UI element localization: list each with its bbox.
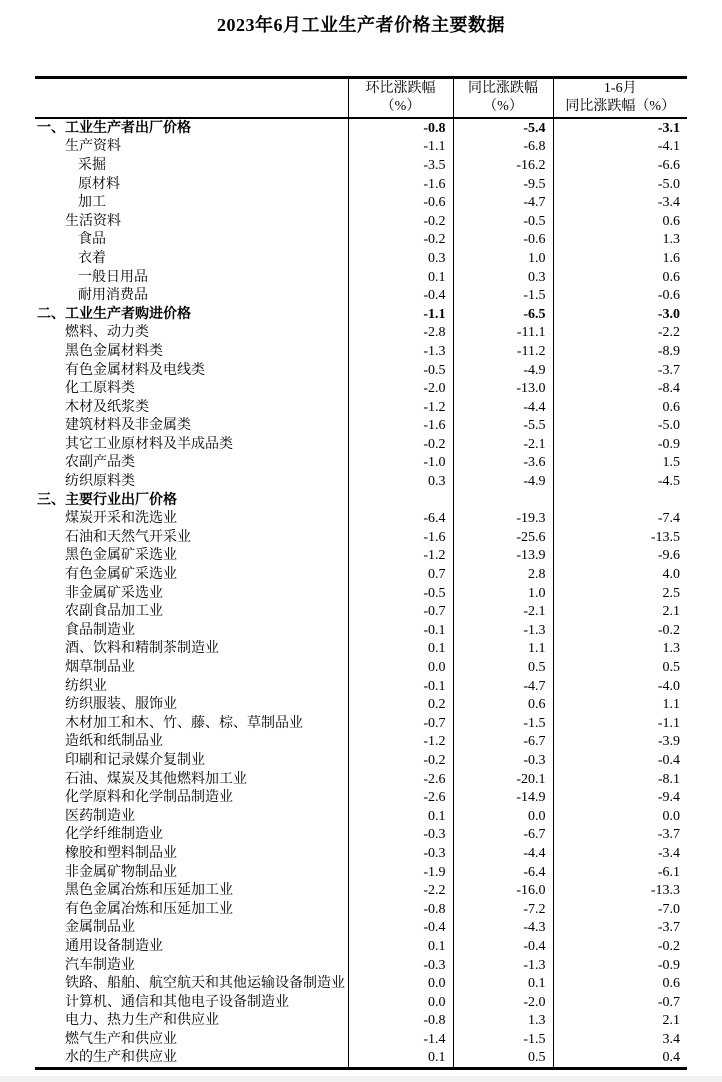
row-label: 橡胶和塑料制品业 [65,845,177,861]
table-row [35,584,687,603]
table-row [35,658,687,677]
ytd-value: -3.4 [553,193,687,212]
ytd-value: -3.7 [553,826,687,845]
row-label: 黑色金属矿采选业 [65,548,177,564]
ytd-value: -0.4 [553,751,687,770]
yoy-value: -6.7 [453,733,553,752]
ytd-value: -3.9 [553,733,687,752]
mom-value: 0.1 [348,268,453,287]
row-label: 生活资料 [65,213,121,229]
yoy-value: -9.5 [453,175,553,194]
table-row [35,881,687,900]
mom-value: -0.8 [348,118,453,138]
row-label: 农副食品加工业 [65,604,163,620]
table-row [35,324,687,343]
yoy-value: -6.7 [453,826,553,845]
yoy-value: -11.1 [453,324,553,343]
mom-value: 0.1 [348,640,453,659]
mom-value: -0.7 [348,602,453,621]
yoy-value: -6.5 [453,305,553,324]
ytd-value: -0.9 [553,956,687,975]
table-row [35,528,687,547]
yoy-value: -4.7 [453,193,553,212]
mom-value: -0.2 [348,751,453,770]
table-row [35,956,687,975]
table-row [35,379,687,398]
yoy-value: -11.2 [453,342,553,361]
ytd-value: 0.0 [553,807,687,826]
mom-value: -2.0 [348,379,453,398]
mom-value: -6.4 [348,509,453,528]
row-label: 化学原料和化学制品制造业 [65,790,233,806]
ytd-value: -7.4 [553,509,687,528]
mom-value: 0.0 [348,993,453,1012]
row-label: 有色金属材料及电线类 [65,362,205,378]
row-label: 非金属矿物制品业 [65,864,177,880]
ytd-value: 1.3 [553,231,687,250]
mom-value: 0.3 [348,472,453,491]
yoy-value: -5.4 [453,118,553,138]
ytd-value: -8.4 [553,379,687,398]
ytd-value: -0.2 [553,621,687,640]
ytd-value: 0.5 [553,658,687,677]
table-row [35,175,687,194]
mom-value: 0.7 [348,565,453,584]
yoy-value: -4.4 [453,844,553,863]
mom-value: -0.2 [348,435,453,454]
yoy-value: -0.5 [453,212,553,231]
ytd-value: 1.5 [553,454,687,473]
mom-value: -2.6 [348,788,453,807]
table-header [35,78,687,119]
header-item-column [35,78,348,119]
row-label: 黑色金属材料类 [65,343,163,359]
ytd-value: -0.7 [553,993,687,1012]
yoy-value: -3.6 [453,454,553,473]
mom-value: -0.3 [348,844,453,863]
yoy-value: -2.1 [453,435,553,454]
mom-value: -0.8 [348,900,453,919]
ytd-value: -4.5 [553,472,687,491]
table-row [35,212,687,231]
yoy-value: 0.5 [453,1049,553,1069]
table-row [35,231,687,250]
mom-value: 0.2 [348,695,453,714]
table-row [35,826,687,845]
mom-value: -1.2 [348,733,453,752]
mom-value: -0.8 [348,1012,453,1031]
yoy-value: -1.3 [453,621,553,640]
ytd-value: -3.4 [553,844,687,863]
table-row [35,807,687,826]
yoy-value: -0.3 [453,751,553,770]
ytd-value [553,491,687,510]
table-row [35,249,687,268]
ytd-value: -2.2 [553,324,687,343]
table-row [35,844,687,863]
yoy-value: -7.2 [453,900,553,919]
mom-value: -1.4 [348,1030,453,1049]
table-row [35,491,687,510]
mom-value: -1.6 [348,417,453,436]
row-label: 煤炭开采和洗选业 [65,511,177,527]
row-label: 非金属矿采选业 [65,585,163,601]
yoy-value: -1.3 [453,956,553,975]
row-label: 水的生产和供应业 [65,1050,177,1066]
row-label: 木材加工和木、竹、藤、棕、草制品业 [65,715,303,731]
yoy-value: -4.7 [453,677,553,696]
row-label: 耐用消费品 [78,288,148,304]
yoy-value: 1.0 [453,249,553,268]
mom-value: 0.1 [348,1049,453,1069]
table-row [35,156,687,175]
mom-value: -1.3 [348,342,453,361]
mom-value: -0.5 [348,584,453,603]
mom-value: -2.6 [348,770,453,789]
table-row [35,398,687,417]
ytd-value: -1.1 [553,714,687,733]
table-row [35,677,687,696]
ytd-value: 0.6 [553,974,687,993]
table-row [35,118,687,138]
yoy-value: 1.0 [453,584,553,603]
yoy-value: -19.3 [453,509,553,528]
table-row [35,751,687,770]
row-label: 农副产品类 [65,455,135,471]
table-row [35,472,687,491]
mom-value: -0.5 [348,361,453,380]
ytd-value: -4.1 [553,138,687,157]
header-ytd-line2: 同比涨跌幅（%） [565,99,676,114]
header-row [35,78,687,119]
price-data-table [35,76,687,1070]
mom-value: -1.9 [348,863,453,882]
ytd-value: 0.6 [553,268,687,287]
ytd-value: 3.4 [553,1030,687,1049]
yoy-value: -0.6 [453,231,553,250]
header-yoy-line1: 同比涨跌幅 [468,81,538,96]
row-label: 燃料、动力类 [65,325,149,341]
row-label: 金属制品业 [65,920,135,936]
row-label: 铁路、船舶、航空航天和其他运输设备制造业 [65,976,345,992]
mom-value: -1.1 [348,305,453,324]
yoy-value: -20.1 [453,770,553,789]
ytd-value: -0.9 [553,435,687,454]
row-label: 燃气生产和供应业 [65,1031,177,1047]
row-label: 食品制造业 [65,622,135,638]
header-ytd-column [553,78,687,119]
row-label: 化工原料类 [65,381,135,397]
row-label: 二、工业生产者购进价格 [37,306,191,322]
row-label: 纺织服装、服饰业 [65,697,177,713]
mom-value: -0.4 [348,286,453,305]
ytd-value: -0.6 [553,286,687,305]
mom-value: -0.1 [348,621,453,640]
row-label: 食品 [78,232,106,248]
row-label: 其它工业原材料及半成品类 [65,436,233,452]
row-label: 医药制造业 [65,808,135,824]
ytd-value: 2.1 [553,1012,687,1031]
table-row [35,193,687,212]
page-title: 2023年6月工业生产者价格主要数据 [217,15,505,35]
row-label: 印刷和记录媒介复制业 [65,752,205,768]
ytd-value: 2.1 [553,602,687,621]
mom-value: 0.3 [348,249,453,268]
ytd-value: 1.1 [553,695,687,714]
table-row [35,993,687,1012]
table-row [35,919,687,938]
mom-value: -1.1 [348,138,453,157]
ytd-value: 4.0 [553,565,687,584]
ytd-value: -9.4 [553,788,687,807]
table-row [35,640,687,659]
ytd-value: -3.7 [553,361,687,380]
yoy-value: -13.0 [453,379,553,398]
table-row [35,361,687,380]
header-mom-column [348,78,453,119]
mom-value: -0.2 [348,212,453,231]
yoy-value: -4.9 [453,361,553,380]
ytd-value: -5.0 [553,417,687,436]
mom-value: -0.1 [348,677,453,696]
yoy-value: -2.0 [453,993,553,1012]
table-row [35,937,687,956]
header-mom-line2: （%） [380,99,421,114]
yoy-value: -2.1 [453,602,553,621]
row-label: 生产资料 [65,139,121,155]
table-row [35,268,687,287]
header-yoy-column [453,78,553,119]
mom-value: -1.6 [348,175,453,194]
yoy-value: -16.2 [453,156,553,175]
table-row [35,286,687,305]
row-label: 一般日用品 [78,269,148,285]
mom-value: -1.0 [348,454,453,473]
yoy-value: 1.1 [453,640,553,659]
table-row [35,342,687,361]
table-row [35,435,687,454]
mom-value: -2.8 [348,324,453,343]
mom-value: -0.3 [348,826,453,845]
yoy-value [453,491,553,510]
ytd-value: -5.0 [553,175,687,194]
table-row [35,602,687,621]
mom-value: 0.1 [348,807,453,826]
row-label: 纺织业 [65,678,107,694]
row-label: 通用设备制造业 [65,938,163,954]
mom-value: -1.2 [348,398,453,417]
header-yoy-line2: （%） [483,99,523,114]
ytd-value: -3.0 [553,305,687,324]
ytd-value: -13.5 [553,528,687,547]
mom-value: -3.5 [348,156,453,175]
yoy-value: -4.3 [453,919,553,938]
table-row [35,417,687,436]
ytd-value: -4.0 [553,677,687,696]
row-label: 化学纤维制造业 [65,827,163,843]
mom-value: 0.1 [348,937,453,956]
mom-value: -0.4 [348,919,453,938]
mom-value: -2.2 [348,881,453,900]
yoy-value: -1.5 [453,286,553,305]
table-row [35,1049,687,1069]
mom-value [348,491,453,510]
row-label: 原材料 [78,176,120,192]
yoy-value: 0.6 [453,695,553,714]
ytd-value: 1.6 [553,249,687,268]
yoy-value: 0.3 [453,268,553,287]
mom-value: 0.0 [348,974,453,993]
ytd-value: 0.6 [553,212,687,231]
ytd-value: -6.1 [553,863,687,882]
table-row [35,770,687,789]
row-label: 有色金属矿采选业 [65,567,177,583]
ytd-value: 1.3 [553,640,687,659]
yoy-value: -6.4 [453,863,553,882]
row-label: 烟草制品业 [65,660,135,676]
row-label: 采掘 [78,157,106,173]
yoy-value: 0.1 [453,974,553,993]
yoy-value: 2.8 [453,565,553,584]
row-label: 建筑材料及非金属类 [65,418,191,434]
yoy-value: 0.5 [453,658,553,677]
row-label: 酒、饮料和精制茶制造业 [65,641,219,657]
ytd-value: 2.5 [553,584,687,603]
ytd-value: -13.3 [553,881,687,900]
table-body [35,118,687,1069]
ytd-value: -3.7 [553,919,687,938]
ytd-value: 0.6 [553,398,687,417]
table-row [35,138,687,157]
mom-value: -0.3 [348,956,453,975]
row-label: 汽车制造业 [65,957,135,973]
yoy-value: -4.4 [453,398,553,417]
yoy-value: -5.5 [453,417,553,436]
table-row [35,714,687,733]
table-row [35,565,687,584]
row-label: 计算机、通信和其他电子设备制造业 [65,994,289,1010]
table-row [35,305,687,324]
yoy-value: -13.9 [453,547,553,566]
table-row [35,1012,687,1031]
row-label: 一、工业生产者出厂价格 [37,120,191,136]
page-bottom-edge [0,1076,722,1082]
yoy-value: -14.9 [453,788,553,807]
ytd-value: 0.4 [553,1049,687,1069]
mom-value: 0.0 [348,658,453,677]
row-label: 纺织原料类 [65,474,135,490]
ytd-value: -7.0 [553,900,687,919]
row-label: 木材及纸浆类 [65,399,149,415]
row-label: 衣着 [78,250,106,266]
yoy-value: -1.5 [453,1030,553,1049]
yoy-value: 0.0 [453,807,553,826]
row-label: 三、主要行业出厂价格 [37,492,177,508]
row-label: 石油、煤炭及其他燃料加工业 [65,771,247,787]
ytd-value: -3.1 [553,118,687,138]
row-label: 电力、热力生产和供应业 [65,1013,219,1029]
table-row [35,733,687,752]
row-label: 黑色金属冶炼和压延加工业 [65,883,233,899]
ytd-value: -8.1 [553,770,687,789]
table-row [35,509,687,528]
row-label: 造纸和纸制品业 [65,734,163,750]
mom-value: -0.6 [348,193,453,212]
row-label: 石油和天然气开采业 [65,529,191,545]
table-row [35,695,687,714]
header-ytd-line1: 1-6月 [603,81,637,96]
yoy-value: -4.9 [453,472,553,491]
table-row [35,900,687,919]
table-row [35,547,687,566]
ytd-value: -8.9 [553,342,687,361]
table-row [35,788,687,807]
table-row [35,454,687,473]
mom-value: -0.2 [348,231,453,250]
ytd-value: -9.6 [553,547,687,566]
yoy-value: -6.8 [453,138,553,157]
table-row [35,863,687,882]
table-row [35,1030,687,1049]
table-row [35,974,687,993]
yoy-value: -16.0 [453,881,553,900]
row-label: 有色金属冶炼和压延加工业 [65,901,233,917]
yoy-value: -1.5 [453,714,553,733]
mom-value: -1.2 [348,547,453,566]
yoy-value: -25.6 [453,528,553,547]
header-mom-line1: 环比涨跌幅 [365,81,436,96]
ytd-value: -6.6 [553,156,687,175]
yoy-value: 1.3 [453,1012,553,1031]
row-label: 加工 [78,195,106,211]
mom-value: -0.7 [348,714,453,733]
mom-value: -1.6 [348,528,453,547]
yoy-value: -0.4 [453,937,553,956]
ytd-value: -0.2 [553,937,687,956]
table-row [35,621,687,640]
